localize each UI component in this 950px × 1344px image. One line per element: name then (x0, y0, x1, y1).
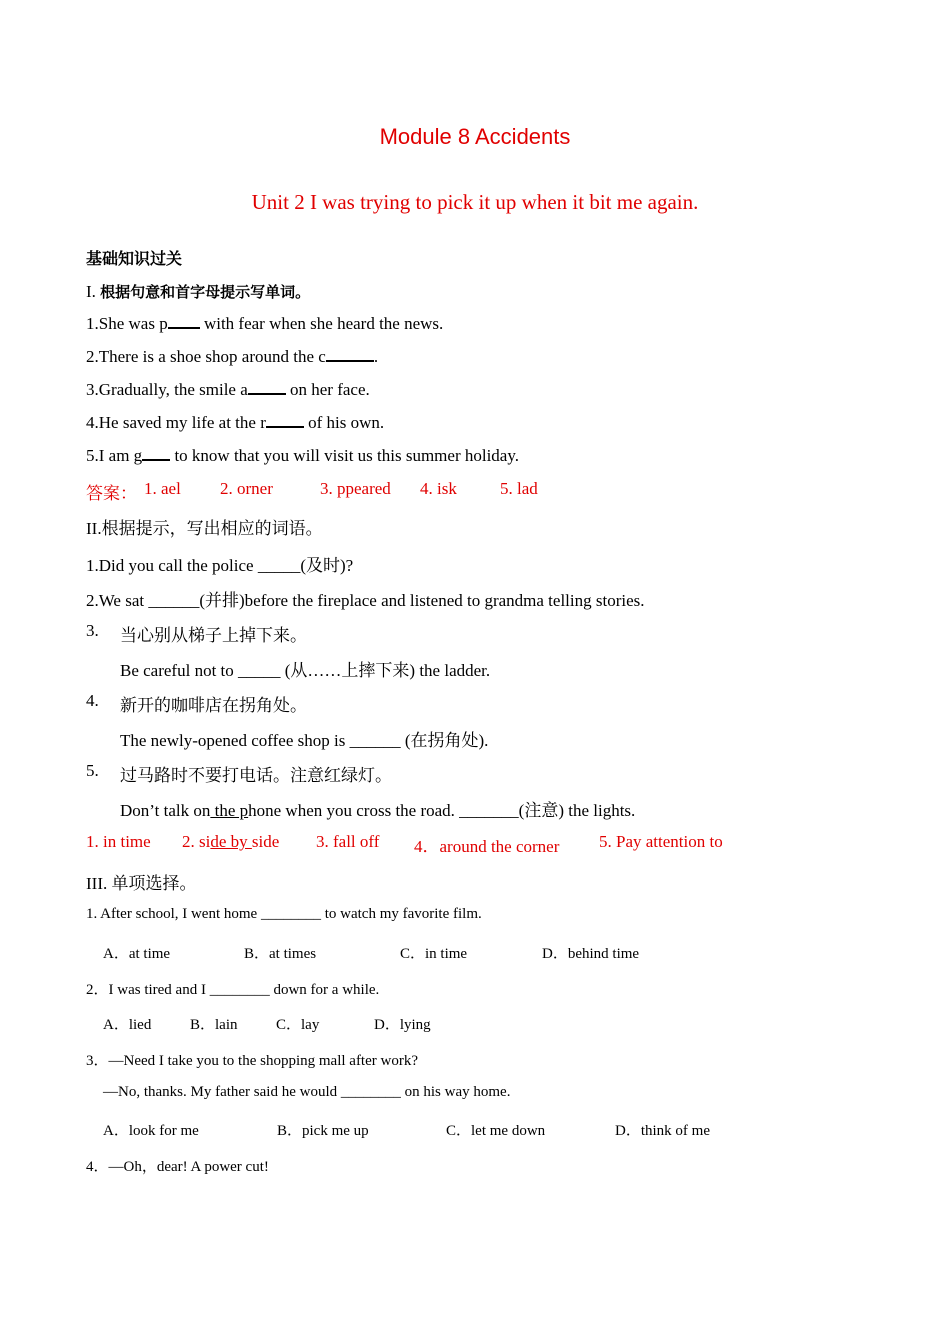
part3-q2-option-a: A．lied (103, 1017, 152, 1033)
part1-answer-3: 3. ppeared (320, 479, 391, 498)
q5-text: hone when you cross the road. _______(注意) the lights. (248, 801, 636, 820)
part2-answer-5: 5. Pay attention to (599, 832, 723, 851)
part3-q4: 4．—Oh，dear! A power cut! (86, 1159, 269, 1175)
page-title: Module 8 Accidents (379, 124, 571, 149)
part1-answer-4: 4. isk (420, 479, 457, 498)
q5-text: Don’t talk on (120, 801, 211, 820)
part3-q3: 3．—Need I take you to the shopping mall after work? (86, 1053, 418, 1069)
section-heading: 基础知识过关 (86, 249, 183, 268)
item-text: 2.There is a shoe shop around the c (86, 347, 326, 366)
item-text: 4.He saved my life at the r (86, 413, 266, 432)
part2-heading: II.根据提示，写出相应的词语。 (86, 519, 323, 538)
answer-blank (248, 379, 286, 395)
part2-q3-num: 3. (86, 621, 99, 640)
part3-q1-option-a: A．at time (103, 946, 171, 962)
part2-q2: 2.We sat ______(并排)before the fireplace and listened to grandma telling stories. (86, 591, 645, 610)
part2-q1: 1.Did you call the police _____(及时)? (86, 556, 354, 575)
part1-answer-5: 5. lad (500, 479, 538, 498)
answer-blank (168, 313, 200, 329)
part1-heading-text: 根据句意和首字母提示写单词。 (100, 283, 311, 301)
part2-q5-en (120, 796, 635, 821)
part1-item-4 (86, 412, 384, 433)
item-text: of his own. (303, 413, 385, 432)
part1-item-2 (86, 346, 378, 367)
answer-blank (142, 445, 170, 461)
item-text: 1.She was p (86, 314, 168, 333)
part2-q5-cn: 过马路时不要打电话。注意红绿灯。 (120, 766, 392, 785)
part2-answer-4: 4．around the corner (414, 837, 560, 856)
part3-heading: III. 单项选择。 (86, 874, 197, 893)
part1-item-1 (86, 313, 443, 334)
part1-answer-2: 2. orner (220, 479, 273, 498)
part1-answer-label: 答案： (86, 484, 137, 503)
part3-q3-option-d: D．think of me (615, 1123, 710, 1139)
part1-item-5 (86, 445, 519, 466)
page-subtitle: Unit 2 I was trying to pick it up when it bit me again. (251, 190, 699, 214)
answer-blank (326, 346, 374, 362)
part3-q1-option-c: C．in time (400, 946, 468, 962)
part2-q5-num: 5. (86, 761, 99, 780)
item-text: 3.Gradually, the smile a (86, 380, 248, 399)
item-text: with fear when she heard the news. (199, 314, 444, 333)
part2-answer-3: 3. fall off (316, 832, 380, 851)
part3-q2-option-c: C．lay (276, 1017, 320, 1033)
q5-underlined: the p (210, 801, 249, 820)
part1-answer-1: 1. ael (144, 479, 181, 498)
part3-q1-option-b: B．at times (244, 946, 317, 962)
item-text: to know that you will visit us this summer holiday. (170, 446, 519, 465)
part3-q3-option-c: C．let me down (446, 1123, 546, 1139)
part2-q3-en: Be careful not to _____ (从……上摔下来) the ladder. (120, 661, 491, 680)
answer-blank (266, 412, 304, 428)
part3-q2-option-b: B．lain (190, 1017, 238, 1033)
part3-q2: 2．I was tired and I ________ down for a while. (86, 982, 380, 998)
part3-q1: 1. After school, I went home ________ to watch my favorite film. (86, 906, 482, 922)
part2-q4-en: The newly-opened coffee shop is ______ (在拐角处). (120, 731, 489, 750)
item-text: on her face. (285, 380, 370, 399)
part3-q3-line2: —No, thanks. My father said he would ________ on his way home. (103, 1084, 511, 1100)
part3-q3-option-b: B．pick me up (277, 1123, 369, 1139)
part1-item-3 (86, 379, 370, 400)
part2-q3-cn: 当心别从梯子上掉下来。 (120, 626, 307, 645)
answer-text: side (251, 832, 280, 851)
part2-q4-num: 4. (86, 691, 99, 710)
part3-q2-option-d: D．lying (374, 1017, 431, 1033)
part1-heading-num: I. (86, 282, 96, 301)
part1-heading (86, 281, 310, 302)
answer-text: 2. si (182, 832, 211, 851)
item-text: . (373, 347, 379, 366)
part2-q4-cn: 新开的咖啡店在拐角处。 (120, 696, 307, 715)
part2-answer-1: 1. in time (86, 832, 151, 851)
part3-q3-option-a: A．look for me (103, 1123, 199, 1139)
part3-q1-option-d: D．behind time (542, 946, 640, 962)
answer-underlined: de by (210, 832, 252, 851)
part2-answer-2 (182, 832, 279, 852)
item-text: 5.I am g (86, 446, 143, 465)
